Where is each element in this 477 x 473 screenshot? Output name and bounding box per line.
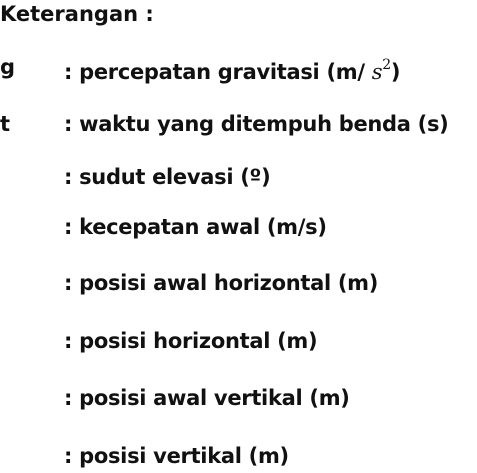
description-gravity-text: : percepatan gravitasi (m/ [64, 60, 372, 84]
description-time: : waktu yang ditempuh benda (s) [64, 112, 449, 136]
symbol-t: t [0, 112, 11, 136]
legend-row-gravity [0, 50, 477, 84]
legend-row-vertical [0, 439, 477, 473]
symbol-g: g [0, 55, 16, 79]
description-horizontal: : posisi horizontal (m) [64, 329, 318, 353]
description-initial-velocity: : kecepatan awal (m/s) [64, 215, 327, 239]
unit-math [371, 57, 391, 84]
legend-title: Keterangan : [0, 2, 154, 26]
legend-row-initial-horizontal [0, 266, 477, 300]
description-elevation: : sudut elevasi (º) [64, 165, 271, 189]
legend-row-time [0, 107, 477, 141]
description-vertical: : posisi vertikal (m) [64, 444, 289, 468]
unit-base: s [371, 60, 383, 84]
description-gravity [64, 50, 400, 89]
unit-exponent: 2 [382, 57, 391, 73]
legend-row-initial-velocity [0, 210, 477, 244]
legend-row-elevation [0, 160, 477, 194]
legend-row-horizontal [0, 324, 477, 358]
description-initial-vertical: : posisi awal vertikal (m) [64, 386, 350, 410]
legend-row-initial-vertical [0, 381, 477, 415]
unit-close: ) [390, 60, 401, 84]
description-initial-horizontal: : posisi awal horizontal (m) [64, 271, 379, 295]
